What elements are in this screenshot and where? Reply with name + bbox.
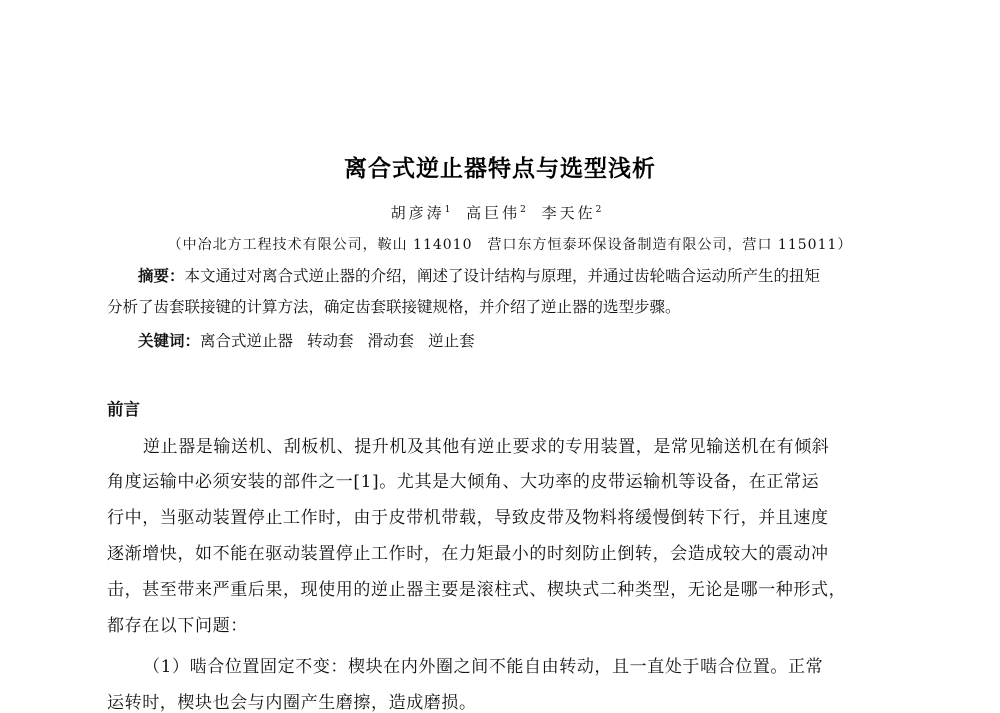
keywords-line <box>138 329 489 351</box>
body-paragraph-line: （1）啮合位置固定不变：楔块在内外圈之间不能自由转动，且一直处于啮合位置。正常 <box>143 657 824 677</box>
body-paragraph-line: 运转时，楔块也会与内圈产生磨擦，造成磨损。 <box>107 693 477 713</box>
body-paragraph-line: 逆止器是输送机、刮板机、提升机及其他有逆止要求的专用装置，是常见输送机在有倾斜 <box>143 437 830 457</box>
keyword: 逆止套 <box>428 332 475 350</box>
body-paragraph-line: 行中，当驱动装置停止工作时，由于皮带机带载，导致皮带及物料将缓慢倒转下行，并且速度 <box>107 508 829 528</box>
section-heading: 前言 <box>107 400 140 419</box>
body-paragraph-line: 逐渐增快，如不能在驱动装置停止工作时，在力矩最小的时刻防止倒转，会造成较大的震动冲 <box>107 544 829 564</box>
author-affil-mark: 2 <box>595 205 602 215</box>
author-list <box>0 202 1000 223</box>
abstract-text: 分析了齿套联接键的计算方法，确定齿套联接键规格，并介绍了逆止器的选型步骤。 <box>107 298 681 316</box>
body-paragraph-line: 都存在以下问题： <box>107 616 248 636</box>
author-name: 胡彦涛 <box>390 204 445 222</box>
body-paragraph-line: 击，甚至带来严重后果，现使用的逆止器主要是滚柱式、楔块式二种类型，无论是哪一种形式， <box>107 580 847 600</box>
keyword: 离合式逆止器 <box>200 332 294 350</box>
abstract-line <box>138 264 820 286</box>
body-paragraph-line: 角度运输中必须安装的部件之一[1]。尤其是大倾角、大功率的皮带运输机等设备，在正常运 <box>107 472 820 492</box>
author-affil-mark: 1 <box>444 205 451 215</box>
abstract-text: 本文通过对离合式逆止器的介绍，阐述了设计结构与原理，并通过齿轮啮合运动所产生的扭矩 <box>184 267 821 285</box>
keywords-label: 关键词： <box>138 332 201 350</box>
paper-title: 离合式逆止器特点与选型浅析 <box>344 156 656 182</box>
abstract-label: 摘要： <box>138 267 185 285</box>
keyword: 转动套 <box>307 332 354 350</box>
author-affil-mark: 2 <box>520 205 526 215</box>
keyword: 滑动套 <box>367 332 415 350</box>
affiliation: （中冶北方工程技术有限公司，鞍山 114010 营口东方恒泰环保设备制造有限公司，营口 115011） <box>167 237 853 253</box>
author-name: 李天佐 <box>541 204 596 222</box>
author-name: 高巨伟 <box>466 204 521 222</box>
